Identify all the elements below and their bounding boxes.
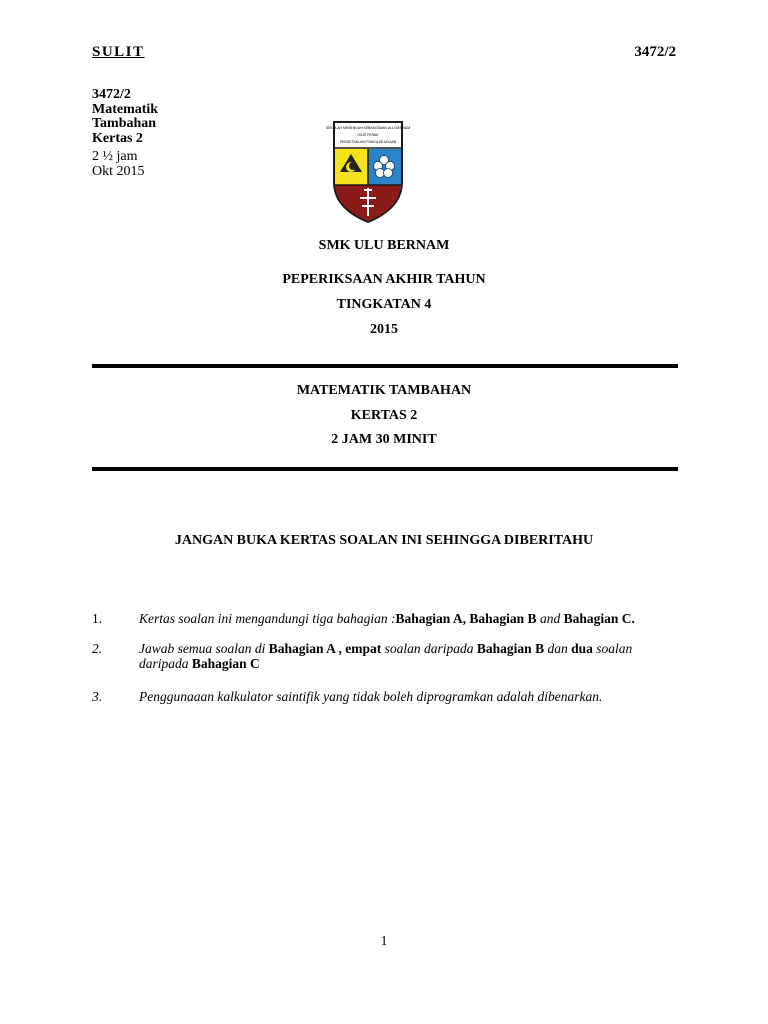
page-number: 1 (380, 934, 388, 949)
classification-label: SULIT (92, 44, 145, 60)
body-text: dan (544, 641, 572, 656)
paper-number: Kertas 2 (92, 130, 143, 146)
emphasis-text: Bahagian A (268, 641, 336, 656)
exam-form: TINGKATAN 4 (336, 297, 432, 312)
emphasis-text: Bahagian B (476, 641, 545, 656)
school-crest-logo (325, 120, 411, 224)
body-text: soalan daripada (139, 641, 633, 671)
svg-text:SEKOLAH MENENGAH KEBANGSAAN UL: SEKOLAH MENENGAH KEBANGSAAN ULU BERNAM (325, 126, 411, 130)
paper-code-block (92, 88, 158, 179)
body-text: Jawab semua soalan di (139, 641, 269, 656)
divider-top (92, 364, 678, 368)
emphasis-text: Bahagian A (395, 611, 463, 626)
svg-text:HILIR PERAK: HILIR PERAK (357, 133, 379, 137)
instruction-item (92, 641, 682, 671)
body-text: and (536, 611, 564, 626)
emphasis-text: , (462, 611, 470, 626)
warning-notice: JANGAN BUKA KERTAS SOALAN INI SEHINGGA DIBERITAHU (174, 533, 594, 548)
instruction-number: 3. (92, 689, 103, 704)
emphasis-text: Bahagian B (469, 611, 537, 626)
paper-label: KERTAS 2 (350, 408, 418, 423)
instruction-number: 1. (92, 611, 103, 626)
subject-line-1: Matematik (92, 101, 159, 117)
subject-line-2: Tambahan (92, 116, 157, 131)
exam-date: Okt 2015 (92, 163, 145, 179)
paper-code: 3472/2 (92, 87, 131, 102)
divider-bottom (92, 467, 678, 471)
instruction-text (139, 611, 682, 626)
instruction-item (92, 689, 682, 704)
instruction-item (92, 611, 682, 626)
body-text: Penggunaaan kalkulator saintifik yang tidak boleh diprogramkan adalah dibenarkan. (139, 689, 603, 704)
instruction-number: 2. (92, 641, 103, 656)
subject-name: MATEMATIK TAMBAHAN (296, 383, 472, 398)
exam-year: 2015 (370, 322, 398, 337)
emphasis-text: Bahagian C (191, 656, 260, 671)
school-name: SMK ULU BERNAM (318, 238, 450, 253)
duration-short: 2 ½ jam (92, 149, 138, 164)
body-text: soalan daripada (381, 641, 477, 656)
emphasis-text: Bahagian C. (563, 611, 635, 626)
emphasis-text: dua (571, 641, 593, 656)
exam-title: PEPERIKSAAN AKHIR TAHUN (282, 272, 486, 287)
duration-label: 2 JAM 30 MINIT (331, 432, 437, 447)
instruction-text (139, 641, 682, 671)
svg-text:PENGETAHUAN PUNCA KEJAYAAN: PENGETAHUAN PUNCA KEJAYAAN (339, 140, 397, 144)
instruction-text (139, 689, 682, 704)
body-text: Kertas soalan ini mengandungi tiga bahagian : (139, 611, 396, 626)
paper-code-header: 3472/2 (634, 44, 676, 60)
emphasis-text: , empat (335, 641, 382, 656)
